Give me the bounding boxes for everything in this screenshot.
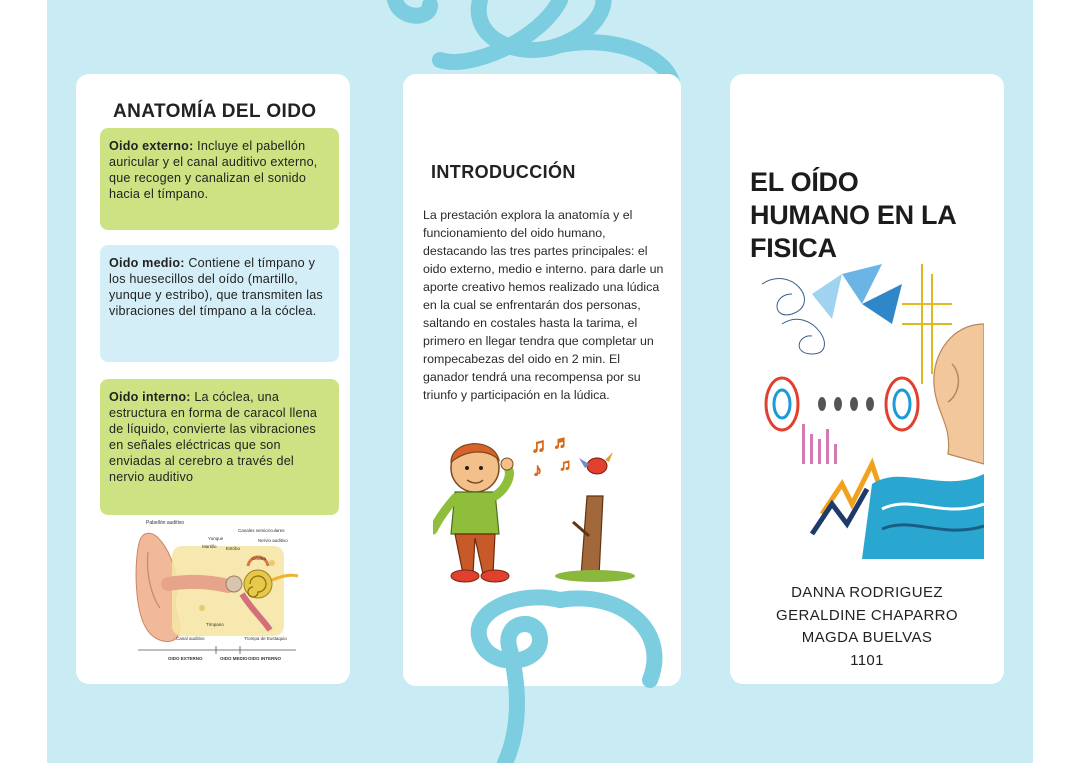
music-note-icon: ♫ xyxy=(531,435,546,457)
middle-ear-label: Oido medio: xyxy=(109,256,185,270)
authors-list xyxy=(730,582,1004,672)
svg-text:♬: ♬ xyxy=(553,432,571,452)
label-estribo: Estribo xyxy=(226,546,241,551)
middle-ear-box xyxy=(100,245,339,362)
boy-listening-illustration xyxy=(433,426,663,588)
svg-text:♫: ♫ xyxy=(559,457,571,474)
inner-ear-text: La cóclea, una estructura en forma de caracol llena de líquido, convierte las vibraciones en señales eléctricas que son enviadas al cerebro a través del nervio auditivo xyxy=(109,390,318,484)
cover-panel xyxy=(730,74,1004,684)
cover-title-line: EL OÍDO xyxy=(750,167,859,197)
group-number: 1101 xyxy=(850,651,884,669)
external-ear-label: Oido externo: xyxy=(109,139,194,153)
anatomy-title: ANATOMÍA DEL OIDO xyxy=(113,101,317,122)
label-trompa: Trompa de Eustaquio xyxy=(244,636,287,641)
label-oido-externo: OIDO EXTERNO xyxy=(168,656,203,661)
author-name: MAGDA BUELVAS xyxy=(801,629,933,646)
inner-ear-label: Oido interno: xyxy=(109,390,191,404)
cover-title-line: HUMANO EN LA xyxy=(750,200,957,230)
intro-panel xyxy=(403,74,681,686)
label-canal: Canal auditivo xyxy=(176,636,205,641)
author-name: DANNA RODRIGUEZ xyxy=(791,584,943,601)
inner-ear-box xyxy=(100,379,339,515)
intro-title: INTRODUCCIÓN xyxy=(431,162,576,182)
label-pabellon: Pabellón auditivo xyxy=(146,520,185,526)
external-ear-text: Incluye el pabellón auricular y el canal auditivo externo, que recogen y canalizan el sonido hacia el tímpano. xyxy=(109,139,318,201)
intro-body: La prestación explora la anatomía y el funcionamiento del oido humano, destacando las tres partes principales: el oido externo, medio e interno. para darle un aporte creativo hemos realizado una lúdica en la cual se enfrentarán dos personas, saltando en costales hasta la tarima, el primero en llegar tendra que completar un rompecabezas del oido en 2 min. El ganador tendrá una recompensa por su triunfo y participación en la lúdica. xyxy=(423,208,664,402)
label-coclea: Cóclea xyxy=(252,556,267,561)
label-canales: Canales semicirculares xyxy=(238,528,285,533)
label-oido-medio: OIDO MEDIO xyxy=(220,656,248,661)
label-oido-interno: OIDO INTERNO xyxy=(248,656,282,661)
cover-title xyxy=(750,166,956,265)
label-yunque: Yunque xyxy=(208,536,224,541)
anatomy-panel xyxy=(76,74,350,684)
external-ear-box xyxy=(100,128,339,230)
cover-title-line: FISICA xyxy=(750,233,837,263)
ear-anatomy-diagram xyxy=(132,518,302,674)
middle-ear-text: Contiene el tímpano y los huesecillos del oído (martillo, yunque y estribo), que transmiten las vibraciones del tímpano a la cóclea. xyxy=(109,256,323,318)
ear-sound-collage-illustration xyxy=(752,264,984,559)
author-name: GERALDINE CHAPARRO xyxy=(776,606,958,624)
label-timpano: Tímpano xyxy=(206,622,224,627)
label-martillo: Martillo xyxy=(202,544,217,549)
label-nervio: Nervio auditivo xyxy=(258,538,288,543)
svg-text:♪: ♪ xyxy=(533,460,542,480)
